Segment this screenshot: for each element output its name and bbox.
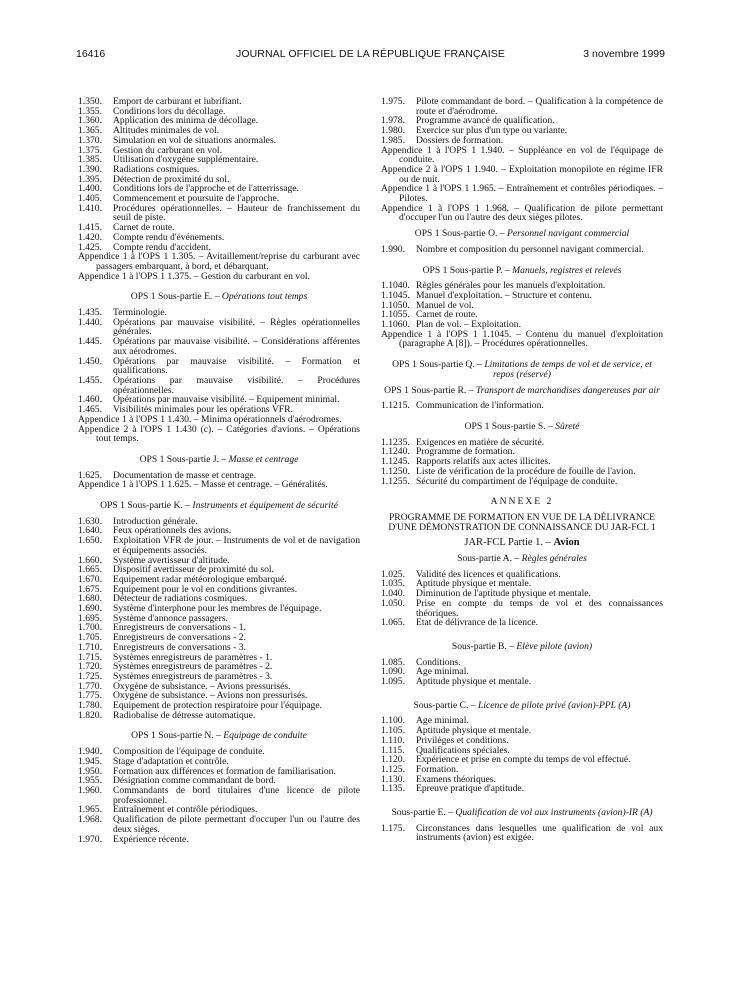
section-heading bbox=[381, 642, 663, 652]
entry-number: 1.680. bbox=[78, 593, 102, 605]
entry-text: Conditions lors de l'approche et de l'atterrissage. bbox=[113, 183, 299, 195]
entry-text: Enregistreurs de conversations - 2. bbox=[113, 632, 246, 644]
heading-title: Elève pilote (avion) bbox=[516, 640, 593, 652]
entry-number: 1.1215. bbox=[381, 400, 410, 412]
entry-number: 1.090. bbox=[381, 666, 405, 678]
entry-text: Circonstances dans lesquelles une qualification de vol aux instruments (avion) est exigée. bbox=[416, 822, 663, 844]
entry-number: 1.1255. bbox=[381, 475, 410, 487]
entry-text: Epreuve pratique d'aptitude. bbox=[416, 783, 525, 795]
entry-text: Radiobalise de détresse automatique. bbox=[113, 709, 256, 721]
part-heading bbox=[381, 538, 663, 548]
entry-text: Sécurité du compartiment de l'équipage de conduite. bbox=[416, 475, 618, 487]
entry-number: 1.360. bbox=[78, 115, 102, 127]
issue-date: 3 novembre 1999 bbox=[583, 48, 665, 60]
heading-title: Opérations tout temps bbox=[221, 291, 308, 303]
spacer bbox=[381, 628, 663, 642]
entry-text: Commandants de bord titulaires d'une licence de pilote professionnel. bbox=[113, 785, 360, 806]
entry-text: Etat de délivrance de la licence. bbox=[416, 617, 538, 629]
entry-text: Systèmes enregistreurs de paramètres - 2. bbox=[113, 661, 273, 673]
entry-text: Programme de formation. bbox=[416, 446, 515, 458]
entry-text: Stage d'adaptation et contrôle. bbox=[113, 755, 229, 767]
entry-text: Enregistreurs de conversations - 1. bbox=[113, 622, 246, 634]
entry-text: Manuel d'exploitation. – Structure et contenu. bbox=[416, 289, 592, 301]
heading-title: Limitations de temps de vol et de service, et repos (réservé) bbox=[484, 359, 652, 380]
toc-entry bbox=[78, 815, 360, 834]
entry-text: Systèmes enregistreurs de paramètres - 3. bbox=[113, 670, 273, 682]
toc-entry bbox=[78, 835, 360, 845]
entry-number: 1.1250. bbox=[381, 465, 410, 477]
page-number: 16416 bbox=[76, 48, 106, 60]
entry-text: Equipement pour le vol en conditions givrantes. bbox=[113, 583, 298, 595]
entry-number: 1.065. bbox=[381, 617, 405, 629]
entry-number: 1.1045. bbox=[381, 289, 410, 301]
section-heading bbox=[78, 731, 360, 741]
appendix-entry: Appendice 1 à l'OPS 1 1.940. – Suppléance en vol de l'équipage de conduite. bbox=[381, 144, 663, 166]
toc-entry bbox=[78, 357, 360, 376]
entry-text: Commencement et poursuite de l'approche. bbox=[113, 193, 280, 205]
entry-number: 1.175. bbox=[381, 822, 405, 834]
section-heading bbox=[78, 292, 360, 302]
entry-number: 1.460. bbox=[78, 394, 102, 406]
appendix-entry: Appendice 2 à l'OPS 1 1.430 (c). – Catégories d'avions. – Opérations tout temps. bbox=[78, 423, 360, 445]
entry-number: 1.435. bbox=[78, 307, 102, 319]
appendix-entry: Appendice 1 à l'OPS 1 1.1045. – Contenu du manuel d'exploitation (paragraphe A [8]). – Procédures opérationnelles. bbox=[381, 328, 663, 350]
entry-text: Opérations par mauvaise visibilité. – Règles opérationnelles générales. bbox=[113, 316, 360, 338]
entry-number: 1.355. bbox=[78, 105, 102, 117]
entry-number: 1.1235. bbox=[381, 436, 410, 448]
entry-number: 1.405. bbox=[78, 193, 102, 205]
entry-text: Qualification de pilote permettant d'occuper l'un ou l'autre des deux sièges. bbox=[113, 814, 360, 835]
toc-entry bbox=[381, 784, 663, 794]
entry-number: 1.450. bbox=[78, 355, 102, 367]
toc-entry bbox=[78, 786, 360, 805]
entry-number: 1.410. bbox=[78, 202, 102, 214]
entry-text: Nombre et composition du personnel navigant commercial. bbox=[416, 243, 644, 255]
entry-number: 1.050. bbox=[381, 597, 405, 609]
entry-text: Gestion du carburant en vol. bbox=[113, 144, 222, 156]
heading-prefix: OPS 1 Sous-partie P. – bbox=[422, 264, 513, 276]
section-heading bbox=[381, 554, 663, 564]
entry-number: 1.465. bbox=[78, 404, 102, 416]
entry-number: 1.1060. bbox=[381, 319, 410, 331]
entry-text: Désignation comme commandant de bord. bbox=[113, 775, 276, 787]
entry-number: 1.695. bbox=[78, 612, 102, 624]
entry-text: Emport de carburant et lubrifiant. bbox=[113, 96, 242, 107]
entry-text: Oxygène de subsistance. – Avions pressurisés. bbox=[113, 680, 291, 692]
entry-number: 1.025. bbox=[381, 568, 405, 580]
entry-text: Age minimal. bbox=[416, 666, 469, 678]
entry-number: 1.705. bbox=[78, 632, 102, 644]
toc-entry bbox=[78, 318, 360, 337]
entry-text: Liste de vérification de la procédure de fouille de l'avion. bbox=[416, 465, 636, 477]
entry-text: Communication de l'information. bbox=[416, 400, 544, 412]
heading-prefix: OPS 1 Sous-partie O. – bbox=[414, 228, 507, 240]
heading-prefix: Sous-partie A. – bbox=[457, 553, 522, 565]
entry-number: 1.040. bbox=[381, 588, 405, 600]
entry-text: Formation aux différences et formation de familiarisation. bbox=[113, 765, 336, 777]
entry-text: Aptitude physique et mentale. bbox=[416, 676, 532, 688]
entry-text: Système avertisseur d'altitude. bbox=[113, 554, 230, 566]
entry-text: Carnet de route. bbox=[416, 309, 478, 321]
entry-text: Formation. bbox=[416, 763, 459, 775]
entry-number: 1.110. bbox=[381, 734, 405, 746]
entry-text: Application des minima de décollage. bbox=[113, 115, 259, 127]
section-heading bbox=[381, 360, 663, 379]
entry-text: Visibilités minimales pour les opérations VFR. bbox=[113, 404, 293, 416]
entry-text: Documentation de masse et centrage. bbox=[113, 469, 257, 481]
entry-number: 1.720. bbox=[78, 661, 102, 673]
entry-text: Prise en compte du temps de vol et des connaissances théoriques. bbox=[416, 597, 663, 619]
appendix-entry: Appendice 1 à l'OPS 1 1.625. – Masse et centrage. – Généralités. bbox=[78, 479, 328, 491]
entry-number: 1.1240. bbox=[381, 446, 410, 458]
entry-text: Radiations cosmiques. bbox=[113, 163, 200, 175]
entry-text: Qualifications spéciales. bbox=[416, 744, 510, 756]
entry-text: Altitudes minimales de vol. bbox=[113, 125, 220, 137]
entry-text: Détecteur de radiations cosmiques. bbox=[113, 593, 248, 605]
entry-number: 1.780. bbox=[78, 700, 102, 712]
section-heading bbox=[78, 455, 360, 465]
heading-prefix: OPS 1 Sous-partie K. – bbox=[100, 500, 193, 512]
heading-title: Sûreté bbox=[555, 420, 580, 432]
toc-entry bbox=[381, 618, 663, 628]
annex-heading: ANNEXE 2 bbox=[490, 496, 554, 508]
toc-entry bbox=[381, 401, 663, 411]
toc-entry bbox=[381, 477, 663, 487]
toc-entry bbox=[381, 824, 663, 843]
entry-number: 1.455. bbox=[78, 374, 102, 386]
entry-text: Aptitude physique et mentale. bbox=[416, 725, 532, 737]
entry-text: Systèmes enregistreurs de paramètres - 1. bbox=[113, 651, 273, 663]
entry-text: Equipement radar météorologique embarqué. bbox=[113, 573, 287, 585]
heading-title: Règles générales bbox=[521, 553, 587, 565]
journal-title: JOURNAL OFFICIEL DE LA RÉPUBLIQUE FRANÇAISE bbox=[236, 48, 505, 60]
entry-text: Plan de vol. – Exploitation. bbox=[416, 319, 521, 331]
entry-number: 1.940. bbox=[78, 746, 102, 758]
entry-text: Dossiers de formation. bbox=[416, 134, 504, 146]
entry-text: Programme avancé de qualification. bbox=[416, 115, 555, 127]
heading-title: Licence de pilote privé (avion)-PPL (A) bbox=[478, 699, 631, 711]
heading-prefix: OPS 1 Sous-partie J. – bbox=[139, 453, 229, 465]
entry-text: Système d'annonce passagers. bbox=[113, 612, 228, 624]
toc-entry bbox=[78, 204, 360, 223]
right-column bbox=[381, 97, 663, 843]
appendix-entry: Appendice 1 à l'OPS 1 1.965. – Entraînement et contrôles périodiques. – Pilotes. bbox=[381, 183, 663, 205]
entry-number: 1.715. bbox=[78, 651, 102, 663]
heading-title: Manuels, registres et relevés bbox=[512, 264, 622, 276]
entry-number: 1.115. bbox=[381, 744, 405, 756]
entry-number: 1.350. bbox=[78, 96, 102, 107]
entry-number: 1.415. bbox=[78, 222, 102, 234]
entry-text: Equipement de protection respiratoire pour l'équipage. bbox=[113, 700, 322, 712]
entry-text: Opérations par mauvaise visibilité. – Procédures opérationnelles. bbox=[113, 374, 360, 396]
section-heading bbox=[381, 266, 663, 276]
entry-number: 1.985. bbox=[381, 134, 405, 146]
entry-number: 1.965. bbox=[78, 804, 102, 816]
entry-text: Composition de l'équipage de conduite. bbox=[113, 746, 265, 758]
entry-text: Manuel de vol. bbox=[416, 299, 474, 311]
entry-number: 1.775. bbox=[78, 690, 102, 702]
entry-number: 1.970. bbox=[78, 833, 102, 845]
entry-number: 1.725. bbox=[78, 670, 102, 682]
entry-number: 1.130. bbox=[381, 773, 405, 785]
heading-title: Masse et centrage bbox=[228, 453, 299, 465]
annex-heading: PROGRAMME DE FORMATION EN VUE DE LA DÉLIVRANCE D'UNE DÉMONSTRATION DE CONNAISSANCE DU JAR-FCL 1 bbox=[388, 511, 656, 533]
section-heading bbox=[78, 501, 360, 511]
entry-number: 1.390. bbox=[78, 163, 102, 175]
entry-number: 1.950. bbox=[78, 765, 102, 777]
heading-prefix: Sous-partie C. – bbox=[413, 699, 478, 711]
entry-number: 1.1050. bbox=[381, 299, 410, 311]
appendix-entry: Appendice 1 à l'OPS 1 1.305. – Avitaillement/reprise du carburant avec passagers embarquant, à bord, et débarquant. bbox=[78, 251, 360, 272]
entry-number: 1.770. bbox=[78, 680, 102, 692]
heading-title: Personnel navigant commercial bbox=[507, 228, 630, 240]
entry-text: Exercice sur plus d'un type ou variante. bbox=[416, 125, 568, 137]
heading-prefix: Sous-partie B. – bbox=[451, 640, 517, 652]
entry-text: Conditions. bbox=[416, 656, 461, 668]
heading-prefix: OPS 1 Sous-partie R. – bbox=[384, 384, 476, 396]
entry-number: 1.650. bbox=[78, 535, 102, 547]
heading-prefix: OPS 1 Sous-partie N. – bbox=[131, 730, 224, 742]
toc-entry bbox=[381, 97, 663, 116]
entry-number: 1.1245. bbox=[381, 456, 410, 468]
entry-number: 1.135. bbox=[381, 783, 405, 795]
entry-number: 1.670. bbox=[78, 573, 102, 585]
part-title: Avion bbox=[553, 537, 580, 549]
entry-text: Compte rendu d'événements. bbox=[113, 231, 225, 243]
entry-text: Oxygène de subsistance. – Avions non pressurisés. bbox=[113, 690, 308, 702]
entry-text: Procédures opérationnelles. – Hauteur de franchissement du seuil de piste. bbox=[113, 202, 360, 224]
entry-text: Opérations par mauvaise visibilité. – Formation et qualifications. bbox=[113, 355, 360, 377]
entry-number: 1.980. bbox=[381, 125, 405, 137]
entry-text: Règles générales pour les manuels d'exploitation. bbox=[416, 280, 606, 292]
toc-entry bbox=[78, 337, 360, 356]
entry-number: 1.365. bbox=[78, 125, 102, 137]
entry-number: 1.120. bbox=[381, 754, 405, 766]
section-heading bbox=[381, 422, 663, 432]
entry-number: 1.975. bbox=[381, 96, 405, 107]
appendix-entry: Appendice 1 à l'OPS 1 1.375. – Gestion du carburant en vol. bbox=[78, 270, 310, 282]
entry-number: 1.660. bbox=[78, 554, 102, 566]
entry-number: 1.955. bbox=[78, 775, 102, 787]
entry-text: Enregistreurs de conversations - 3. bbox=[113, 641, 246, 653]
entry-number: 1.665. bbox=[78, 564, 102, 576]
entry-number: 1.640. bbox=[78, 525, 102, 537]
entry-number: 1.960. bbox=[78, 785, 102, 796]
entry-text: Validité des licences et qualifications. bbox=[416, 568, 561, 580]
heading-title: Qualification de vol aux instruments (avion)-IR (A) bbox=[455, 807, 653, 819]
entry-number: 1.035. bbox=[381, 578, 405, 590]
entry-text: Privilèges et conditions. bbox=[416, 734, 509, 746]
entry-number: 1.370. bbox=[78, 134, 102, 146]
entry-text: Utilisation d'oxygène supplémentaire. bbox=[113, 154, 259, 166]
entry-text: Simulation en vol de situations anormales. bbox=[113, 134, 277, 146]
entry-text: Exigences en matière de sécurité. bbox=[416, 436, 545, 448]
entry-number: 1.395. bbox=[78, 173, 102, 185]
entry-text: Expérience récente. bbox=[113, 833, 189, 845]
heading-title: Transport de marchandises dangereuses par air bbox=[475, 384, 660, 396]
spacer bbox=[381, 687, 663, 701]
entry-text: Expérience et prise en compte du temps de vol effectué. bbox=[416, 754, 631, 766]
entry-number: 1.945. bbox=[78, 755, 102, 767]
appendix-entry: Appendice 2 à l'OPS 1 1.940. – Exploitation monopilote en régime IFR ou de nuit. bbox=[381, 163, 663, 185]
entry-text: Rapports relatifs aux actes illicites. bbox=[416, 456, 551, 468]
heading-prefix: OPS 1 Sous-partie S. – bbox=[464, 420, 556, 432]
entry-number: 1.105. bbox=[381, 725, 405, 737]
entry-text: Conditions lors du décollage. bbox=[113, 105, 226, 117]
appendix-entry: Appendice 1 à l'OPS 1 1.430. – Minima opérationnels d'aérodromes. bbox=[78, 413, 342, 425]
entry-number: 1.445. bbox=[78, 336, 102, 348]
entry-text: Terminologie. bbox=[113, 307, 167, 319]
entry-number: 1.100. bbox=[381, 715, 405, 727]
section-heading bbox=[381, 229, 663, 239]
entry-number: 1.710. bbox=[78, 641, 102, 653]
toc-entry bbox=[381, 677, 663, 687]
entry-text: Introduction générale. bbox=[113, 515, 198, 527]
toc-entry bbox=[78, 711, 360, 721]
entry-number: 1.990. bbox=[381, 243, 405, 255]
entry-text: Diminution de l'aptitude physique et mentale. bbox=[416, 588, 591, 600]
entry-number: 1.095. bbox=[381, 676, 405, 688]
entry-text: Système d'interphone pour les membres de l'équipage. bbox=[113, 603, 322, 615]
entry-number: 1.425. bbox=[78, 241, 102, 253]
spacer bbox=[381, 794, 663, 808]
entry-number: 1.1055. bbox=[381, 309, 410, 321]
heading-title: Instruments et équipement de sécurité bbox=[192, 500, 338, 512]
entry-number: 1.630. bbox=[78, 515, 102, 527]
toc-entry bbox=[381, 245, 663, 255]
entry-number: 1.968. bbox=[78, 814, 102, 826]
part-prefix: JAR-FCL Partie 1. – bbox=[464, 537, 554, 549]
toc-entry bbox=[78, 376, 360, 395]
entry-text: Examens théoriques. bbox=[416, 773, 496, 785]
entry-text: Détection de proximité du sol. bbox=[113, 173, 230, 185]
entry-number: 1.125. bbox=[381, 763, 405, 775]
entry-text: Aptitude physique et mentale. bbox=[416, 578, 532, 590]
entry-number: 1.420. bbox=[78, 231, 102, 243]
entry-number: 1.385. bbox=[78, 154, 102, 166]
entry-number: 1.675. bbox=[78, 583, 102, 595]
entry-text: Compte rendu d'accident. bbox=[113, 241, 211, 253]
toc-entry bbox=[381, 599, 663, 618]
entry-number: 1.400. bbox=[78, 183, 102, 195]
entry-text: Carnet de route. bbox=[113, 222, 175, 234]
entry-number: 1.978. bbox=[381, 115, 405, 127]
entry-number: 1.690. bbox=[78, 603, 102, 615]
entry-number: 1.700. bbox=[78, 622, 102, 634]
entry-text: Exploitation VFR de jour. – Instruments de vol et de navigation et équipements associés. bbox=[113, 535, 360, 556]
section-heading bbox=[381, 808, 663, 818]
page-header bbox=[76, 48, 665, 62]
heading-title: Equipage de conduite bbox=[223, 730, 307, 742]
entry-number: 1.375. bbox=[78, 144, 102, 156]
section-heading bbox=[381, 701, 663, 711]
entry-text: Age minimal. bbox=[416, 715, 469, 727]
entry-text: Feux opérationnels des avions. bbox=[113, 525, 232, 537]
entry-number: 1.440. bbox=[78, 316, 102, 328]
entry-number: 1.085. bbox=[381, 656, 405, 668]
left-column bbox=[78, 97, 360, 844]
entry-text: Pilote commandant de bord. – Qualification à la compétence de route et d'aérodrome. bbox=[416, 96, 663, 117]
entry-text: Opérations par mauvaise visibilité. – Considérations afférentes aux aérodromes. bbox=[113, 336, 360, 357]
entry-number: 1.1040. bbox=[381, 280, 410, 292]
heading-prefix: OPS 1 Sous-partie Q. – bbox=[392, 359, 485, 371]
section-heading bbox=[381, 386, 663, 396]
heading-prefix: OPS 1 Sous-partie E. – bbox=[130, 291, 222, 303]
toc-entry bbox=[78, 536, 360, 555]
entry-text: Entraînement et contrôle périodiques. bbox=[113, 804, 258, 816]
entry-number: 1.625. bbox=[78, 469, 102, 481]
entry-number: 1.820. bbox=[78, 709, 102, 721]
appendix-entry: Appendice 1 à l'OPS 1 1.968. – Qualification de pilote permettant d'occuper l'un ou l'autre des deux sièges pilotes. bbox=[381, 202, 663, 224]
entry-text: Opérations par mauvaise visibilité. – Equipement minimal. bbox=[113, 394, 340, 406]
entry-text: Dispositif avertisseur de proximité du sol. bbox=[113, 564, 274, 576]
heading-prefix: Sous-partie E. – bbox=[391, 807, 456, 819]
